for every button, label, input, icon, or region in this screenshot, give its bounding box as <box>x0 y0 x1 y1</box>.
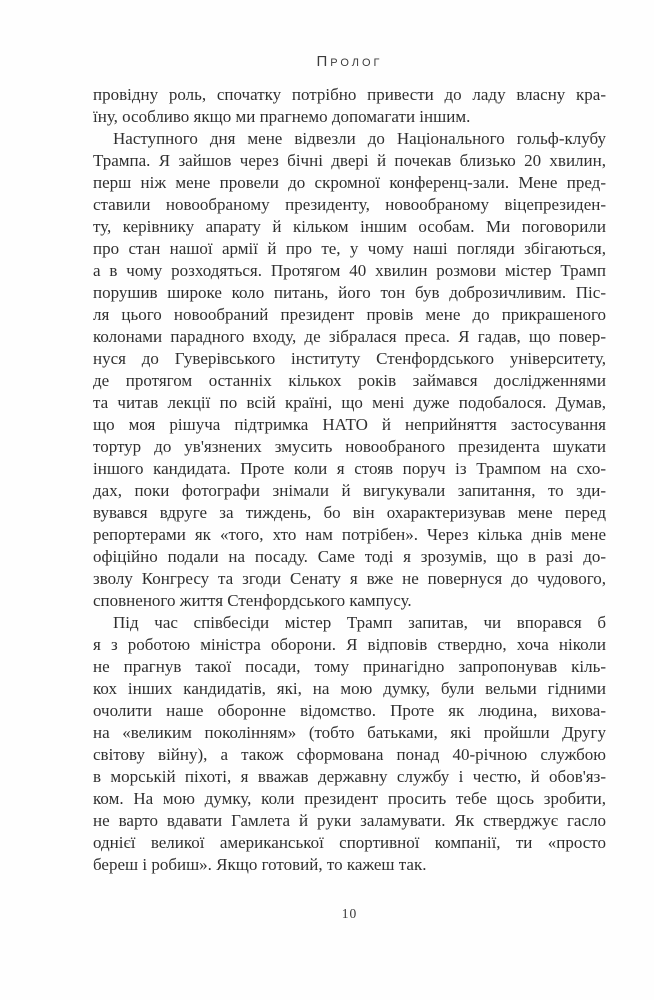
text-line: світову війну), а також сформована понад 40-річною службою <box>93 745 606 764</box>
text-line: порушив широке коло питань, його тон був доброзичливим. Піс- <box>93 283 606 302</box>
text-line: Трампа. Я зайшов через бічні двері й почекав близько 20 хвилин, <box>93 151 606 170</box>
text-line: в морській піхоті, я вважав державну службу і честю, й обов'яз- <box>93 767 606 786</box>
text-line: Наступного дня мене відвезли до Національного гольф-клубу <box>113 129 606 148</box>
text-line: іншого кандидата. Проте коли я стояв поруч із Трампом на схо- <box>93 459 606 478</box>
text-line: Під час співбесіди містер Трамп запитав, чи впорався б <box>113 613 606 632</box>
text-line: кох інших кандидатів, які, на мою думку, були вельми гідними <box>93 679 606 698</box>
text-line: провідну роль, спочатку потрібно привести до ладу власну кра- <box>93 85 606 104</box>
text-line: ту, керівнику апарату й кільком іншим особам. Ми поговорили <box>93 217 606 236</box>
text-line: вувався вдруге за тиждень, бо він охарактеризував мене перед <box>93 503 606 522</box>
text-line: репортерами як «того, хто нам потрібен». Через кілька днів мене <box>93 525 606 544</box>
text-line: ставили новообраному президенту, новообраному віцепрезиден- <box>93 195 606 214</box>
text-line: береш і робиш». Якщо готовий, то кажеш так. <box>93 855 427 874</box>
text-line: не варто вдавати Гамлета й руки заламувати. Як стверджує гасло <box>93 811 606 830</box>
text-line: однієї великої американської спортивної компанії, ти «просто <box>93 833 606 852</box>
text-line: нуся до Гуверівського інституту Стенфордського університету, <box>93 349 606 368</box>
text-line: а в чому розходяться. Протягом 40 хвилин розмови містер Трамп <box>93 261 606 280</box>
text-line: їну, особливо якщо ми прагнемо допомагати іншим. <box>93 107 471 126</box>
text-line: тортур до ув'язнених змусить новообраного президента шукати <box>93 437 606 456</box>
text-line: на «великим поколінням» (тобто батьками, які пройшли Другу <box>93 723 606 742</box>
paragraph <box>93 84 606 128</box>
page-number: 10 <box>341 906 358 921</box>
text-line: де протягом останніх кількох років займався дослідженнями <box>93 371 606 390</box>
text-line: сповненого життя Стенфордського кампусу. <box>93 591 412 610</box>
text-line: офіційно подали на посаду. Саме тоді я зрозумів, що в разі до- <box>93 547 606 566</box>
text-line: ля цього новообраний президент провів мене до прикрашеного <box>93 305 606 324</box>
text-line: ком. На мою думку, коли президент просить тебе щось зробити, <box>93 789 606 808</box>
text-line: зволу Конгресу та згоди Сенату я вже не повернуся до чудового, <box>93 569 606 588</box>
text-line: очолити наше оборонне відомство. Проте як людина, вихова- <box>93 701 606 720</box>
text-line: не прагнув такої посади, тому принагідно запропонував кіль- <box>93 657 606 676</box>
text-line: що моя рішуча підтримка НАТО й неприйняття застосування <box>93 415 606 434</box>
text-line: та читав лекції по всій країні, що мені дуже подобалося. Думав, <box>93 393 606 412</box>
paragraph <box>93 612 606 876</box>
text-line: колонами парадного входу, де зібралася преса. Я гадав, що повер- <box>93 327 606 346</box>
text-line: про стан нашої армії й про те, у чому наші погляди збігаються, <box>93 239 606 258</box>
text-line: перш ніж мене провели до скромної конференц-зали. Мене пред- <box>93 173 606 192</box>
paragraph <box>93 128 606 612</box>
text-line: я з роботою міністра оборони. Я відповів ствердно, хоча ніколи <box>93 635 606 654</box>
text-line: дах, поки фотографи знімали й вигукували запитання, то зди- <box>93 481 606 500</box>
text-block <box>93 84 606 876</box>
chapter-running-head: Пролог <box>316 53 383 70</box>
